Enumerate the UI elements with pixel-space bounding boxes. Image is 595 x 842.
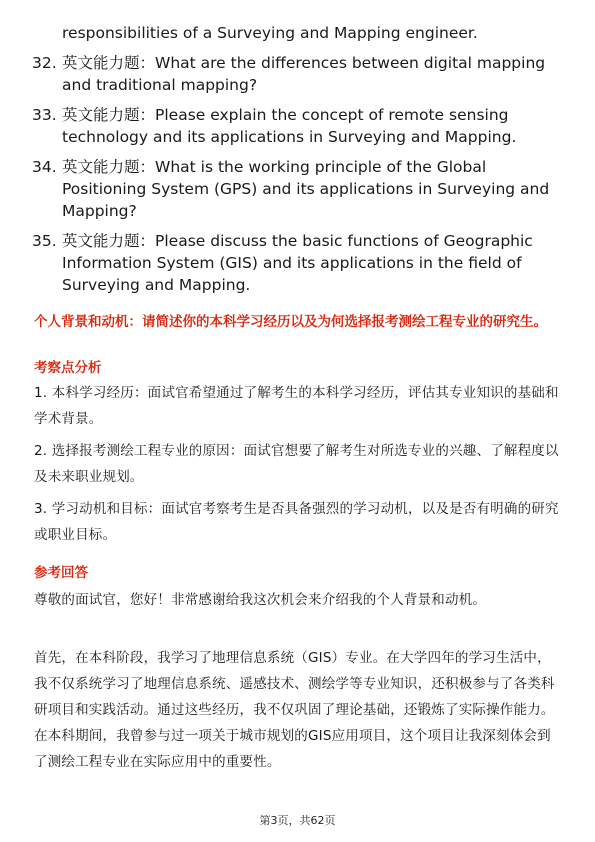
question-number: 35. xyxy=(32,232,57,250)
question-number: 32. xyxy=(32,54,57,72)
question-number: 33. xyxy=(32,106,57,124)
question-text: 英文能力题：Please explain the concept of remote sensing technology and its applications in Surveying and Mapping. xyxy=(62,106,517,146)
analysis-point: 1. 本科学习经历：面试官希望通过了解考生的本科学习经历，评估其专业知识的基础和学术背景。 xyxy=(34,385,559,427)
analysis-point: 3. 学习动机和目标：面试官考察考生是否具备强烈的学习动机，以及是否有明确的研究或职业目标。 xyxy=(34,501,559,543)
analysis-title: 考察点分析 xyxy=(34,360,102,376)
answer-intro: 尊敬的面试官，您好！非常感谢给我这次机会来介绍我的个人背景和动机。 xyxy=(34,592,487,608)
section-heading: 个人背景和动机：请简述你的本科学习经历以及为何选择报考测绘工程专业的研究生。 xyxy=(34,314,547,330)
answer-body: 首先，在本科阶段，我学习了地理信息系统（GIS）专业。在大学四年的学习生活中，我不仅系统学习了地理信息系统、遥感技术、测绘学等专业知识，还积极参与了各类科研项目和实践活动。通过这些经历，我不仅巩固了理论基础，还锻炼了实际操作能力。在本科期间，我曾参与过一项关于城市规划的GIS应用项目，这个项目让我深刻体会到了测绘工程专业在实际应用中的重要性。 xyxy=(34,650,555,770)
question-list xyxy=(32,22,562,296)
page-number: 第3页，共62页 xyxy=(259,814,336,827)
question-text: 英文能力题：Please discuss the basic functions of Geographic Information System (GIS) and its applications in the field of Surveying and Mapping. xyxy=(62,232,533,294)
question-item xyxy=(32,52,562,96)
question-text: 英文能力题：What are the differences between digital mapping and traditional mapping? xyxy=(62,54,546,94)
question-item xyxy=(32,156,562,222)
question-continuation: responsibilities of a Surveying and Mapping engineer. xyxy=(62,24,478,42)
answer-title: 参考回答 xyxy=(34,565,88,581)
question-number: 34. xyxy=(32,158,57,176)
question-text: 英文能力题：What is the working principle of the Global Positioning System (GPS) and its applications in Surveying and Mapping? xyxy=(62,158,550,220)
analysis-point: 2. 选择报考测绘工程专业的原因：面试官想要了解考生对所选专业的兴趣、了解程度以及未来职业规划。 xyxy=(34,443,559,485)
question-item xyxy=(32,230,562,296)
question-item xyxy=(32,104,562,148)
